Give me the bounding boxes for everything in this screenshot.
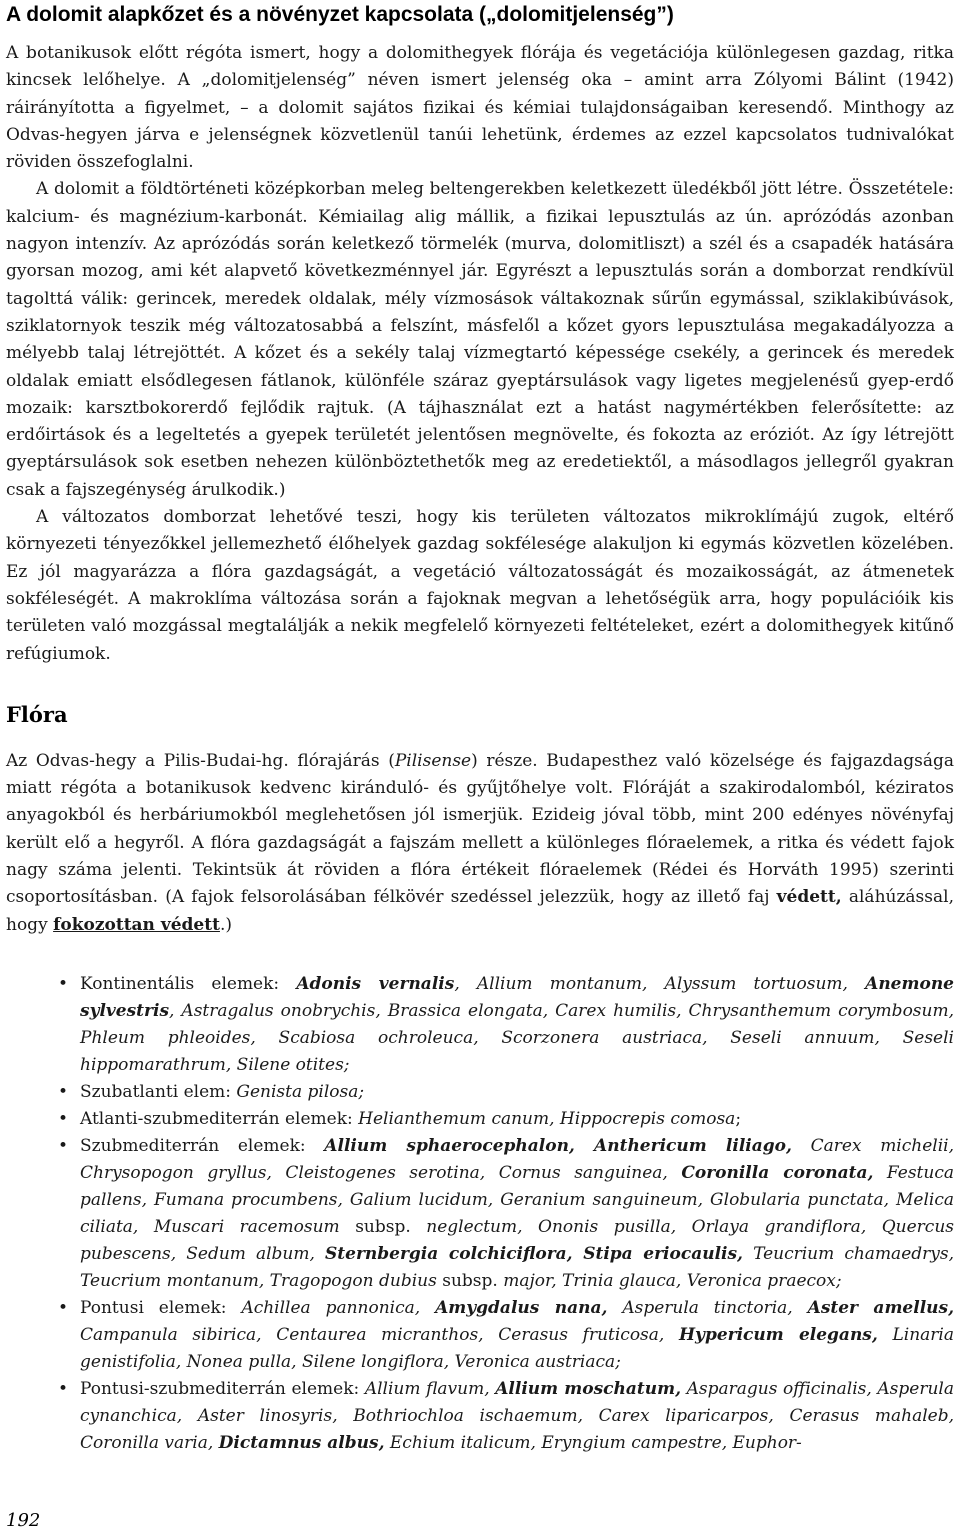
species-names: Carex michelii, Chrysopogon gryllus, Cleistogenes serotina, Cornus sanguinea,	[80, 1135, 954, 1183]
protected-species-name: Dictamnus albus,	[218, 1432, 385, 1453]
species-names: , Astragalus onobrychis, Brassica elongata, Carex humilis, Chrysanthemum corymbosum, Phleum phleoides, Scabiosa ochroleuca, Scorzonera austriaca, Seseli annuum, Seseli hippomarathrum, Silene otites;	[80, 1000, 954, 1075]
species-names: Asparagus officinalis, Asperula cynanchica, Aster linosyris, Bothriochloa ischaemum, Carex liparicarpos, Cerasus mahaleb, Coronilla varia,	[80, 1378, 954, 1453]
species-names: Helianthemum canum, Hippocrepis comosa	[358, 1108, 736, 1129]
list-text: Pontusi-szubmediterrán elemek:	[80, 1378, 365, 1399]
list-item	[58, 1106, 954, 1133]
intro-paragraph-1: A botanikusok előtt régóta ismert, hogy a dolomithegyek flórája és vegetációja különlegesen gazdag, ritka kincsek lelőhelye. A „dolomitjelenség” néven ismert jelenség oka – amint arra Zólyomi Bálint (1942) ráirányította a figyelmet, – a dolomit sajátos fizikai és kémiai tulajdonságaiban keresendő. Minthogy az Odvas-hegyen járva e jelenségnek közvetlenül tanúi lehetünk, érdemes az ezzel kapcsolatos tudnivalókat röviden összefoglalni.	[6, 43, 954, 173]
species-names: Achillea pannonica,	[241, 1297, 436, 1318]
species-names: Teucrium chamaedrys, Teucrium montanum, Tragopogon dubius	[80, 1243, 954, 1291]
protected-species-name: Hypericum elegans,	[679, 1324, 878, 1345]
protected-species-name: Aster amellus,	[807, 1297, 955, 1318]
section-title-flora: Flóra	[6, 701, 68, 727]
list-item	[58, 1376, 954, 1457]
bullet-icon: •	[58, 1108, 69, 1129]
flora-text-part2: ) része. Budapesthez való közelsége és fajgazdagsága miatt régóta a botanikusok kedvenc kiránduló- és gyűjtőhelye volt. Flóráját a szakirodalomból, kéziratos anyagokból és herbáriumokból meglehetősen jól ismerjük. Ezideig jóval több, mint 200 edényes növényfaj került elő a hegyről. A flóra gazdagságát a fajszám mellett a különleges flóraelemek, a ritka és védett fajok nagy száma jelenti. Tekintsük át röviden a flóra értékeit flóraelemek (Rédei és Horváth 1995) szerinti csoportosításban. (A fajok felsorolásában félkövér szedéssel jelezzük, hogy az illető faj	[6, 750, 954, 908]
protected-species-name: Adonis vernalis	[296, 973, 455, 994]
species-names: Festuca pallens, Fumana procumbens, Galium lucidum, Geranium sanguineum, Globularia punctata, Melica ciliata, Muscari racemosum	[80, 1162, 954, 1237]
protected-species-name: Amygdalus nana,	[435, 1297, 608, 1318]
flora-text-part1: Az Odvas-hegy a Pilis-Budai-hg. flórajárás (	[6, 750, 395, 771]
list-item	[58, 1133, 954, 1295]
list-text: Kontinentális elemek:	[80, 973, 297, 994]
bullet-icon: •	[58, 1378, 69, 1399]
protected-marker: védett,	[776, 887, 842, 908]
flora-region-name: Pilisense	[394, 750, 472, 771]
protected-species-name: Sternbergia colchiciflora, Stipa eriocaulis,	[325, 1243, 743, 1264]
flora-text-part3: aláhúzással, hogy	[6, 887, 954, 935]
list-item	[58, 1079, 954, 1106]
list-text: Szubatlanti elem:	[80, 1081, 237, 1102]
species-names: Echium italicum, Eryngium campestre, Euphor-	[384, 1432, 802, 1453]
page-title: A dolomit alapkőzet és a növényzet kapcsolata („dolomitjelenség”)	[6, 3, 674, 26]
protected-species-name: Coronilla coronata,	[681, 1162, 874, 1183]
flora-paragraph	[6, 748, 954, 939]
species-names: Asperula tinctoria,	[607, 1297, 808, 1318]
list-text: Atlanti-szubmediterrán elemek:	[80, 1108, 359, 1129]
list-text: Szubmediterrán elemek:	[80, 1135, 325, 1156]
species-names: Campanula sibirica, Centaurea micranthos, Cerasus fruticosa,	[80, 1324, 679, 1345]
list-item	[58, 1295, 954, 1376]
species-names: major, Trinia glauca, Veronica praecox;	[497, 1270, 842, 1291]
species-names: Allium flavum,	[364, 1378, 496, 1399]
list-text: subsp.	[355, 1216, 411, 1237]
species-names: Genista pilosa;	[236, 1081, 365, 1102]
bullet-icon: •	[58, 973, 69, 994]
list-text: ;	[735, 1108, 742, 1129]
page-number: 192	[6, 1510, 41, 1531]
bullet-icon: •	[58, 1081, 69, 1102]
flora-element-list	[6, 971, 954, 1457]
protected-species-name: Allium moschatum,	[495, 1378, 682, 1399]
species-names: neglectum, Ononis pusilla, Orlaya grandiflora, Quercus pubescens, Sedum album,	[80, 1216, 954, 1264]
protected-species-name: Allium sphaerocephalon, Anthericum liliago,	[324, 1135, 792, 1156]
list-text: Pontusi elemek:	[80, 1297, 242, 1318]
intro-paragraph-2: A dolomit a földtörténeti középkorban meleg beltengerekben keletkezett üledékből jött létre. Összetétele: kalcium- és magnézium-karbonát. Kémiailag alig mállik, a fizikai lepusztulás az ún. aprózódás azonban nagyon intenzív. Az aprózódás során keletkező törmelék (murva, dolomitliszt) a szél és a csapadék hatására gyorsan mozog, ami két alapvető következménnyel jár. Egyrészt a lepusztulás során a domborzat rendkívül tagolttá válik: gerincek, meredek oldalak, mély vízmosások váltakoznak sűrűn egymással, sziklakibúvások, sziklatornyok teszik még változatosabbá a felszínt, másfelől a kőzet gyors lepusztulása megakadályozza a mélyebb talaj létrejöttét. A kőzet és a sekély talaj vízmegtartó képessége csekély, a gerincek és meredek oldalak emiatt elsődlegesen fátlanok, különféle száraz gyeptársulások vagy ligetes megjelenésű gyep-erdő mozaik: karsztbokorerdő fejlődik rajtuk. (A tájhasználat ezt a hatást nagymértékben felerősítette: az erdőirtások és a legeltetés a gyepek területét jelentősen megnövelte, és fokozta az eróziót. Az így létrejött gyeptársulások sok esetben nehezen különböztethetők meg az eredetiektől, a másodlagos jellegről gyakran csak a fajszegénység árulkodik.)	[6, 179, 954, 500]
strictly-protected-marker: fokozottan védett	[53, 914, 220, 935]
flora-text-part4: .)	[219, 914, 232, 935]
bullet-icon: •	[58, 1297, 69, 1318]
intro-paragraph-3: A változatos domborzat lehetővé teszi, hogy kis területen változatos mikroklímájú zugok, eltérő környezeti tényezőkkel jellemezhető élőhelyek gazdag sokfélesége alakuljon ki egymás közvetlen közelében. Ez jól magyarázza a flóra gazdagságát, a vegetáció változatosságát és mozaikosságát, az átmenetek sokféleségét. A makroklíma változása során a fajoknak megvan a lehetőségük arra, hogy populációik kis területen való mozgással megtalálják a nekik megfelelő környezeti feltételeket, ezért a dolomithegyek kitűnő refúgiumok.	[6, 507, 954, 664]
species-names: Linaria genistifolia, Nonea pulla, Silene longiflora, Veronica austriaca;	[80, 1324, 954, 1372]
bullet-icon: •	[58, 1135, 69, 1156]
list-text: subsp.	[442, 1270, 498, 1291]
species-names: , Allium montanum, Alyssum tortuosum,	[454, 973, 866, 994]
list-item	[58, 971, 954, 1079]
protected-species-name: Anemone sylvestris	[80, 973, 954, 1021]
